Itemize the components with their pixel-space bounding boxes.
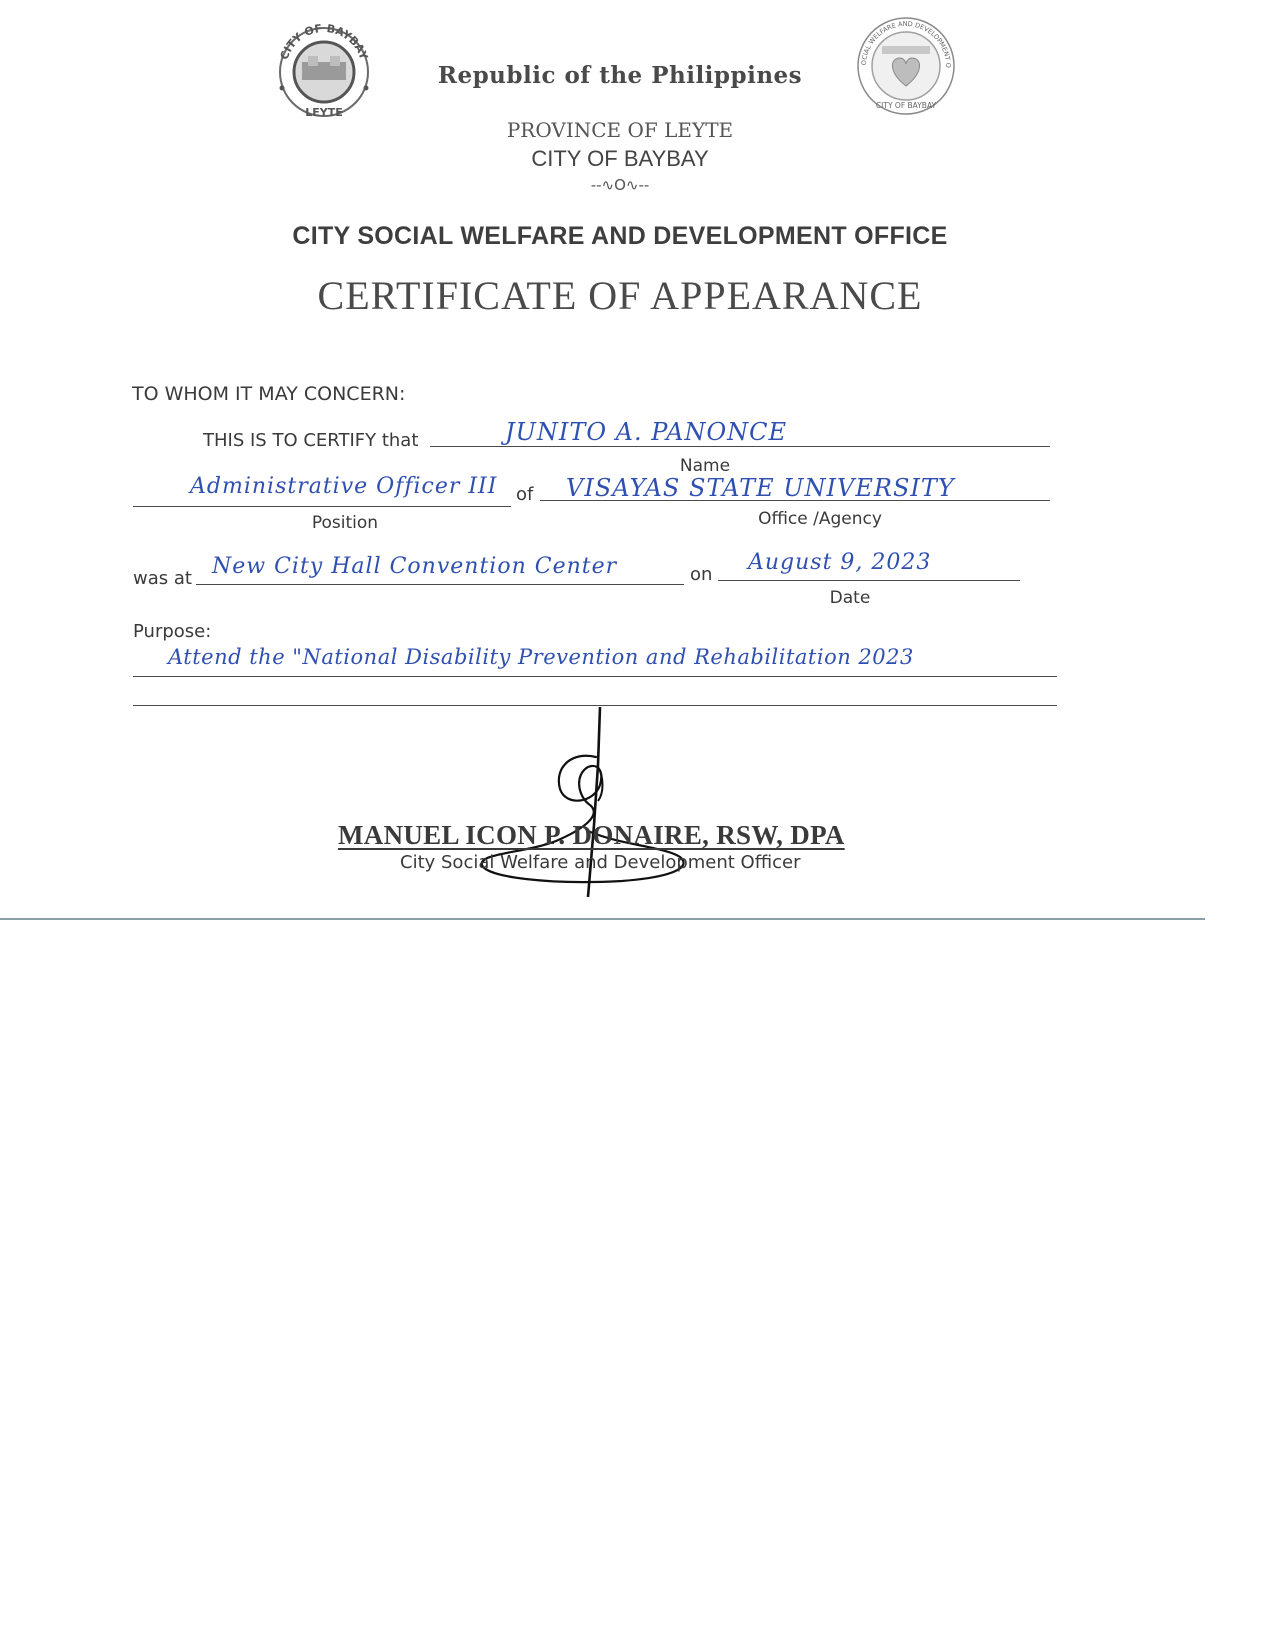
position-caption: Position: [311, 513, 379, 533]
salutation: TO WHOM IT MAY CONCERN:: [132, 383, 406, 405]
certify-label: THIS IS TO CERTIFY that: [203, 430, 419, 451]
svg-text:CITY OF BAYBAY: CITY OF BAYBAY: [277, 21, 371, 62]
date-caption: Date: [829, 588, 871, 608]
of-label: of: [516, 484, 534, 505]
paper-edge-line: [0, 918, 1205, 920]
date-value: August 9, 2023: [748, 550, 932, 575]
on-label: on: [690, 564, 713, 585]
province-heading: PROVINCE OF LEYTE: [506, 118, 734, 142]
name-caption: Name: [679, 456, 731, 476]
svg-text:LEYTE: LEYTE: [305, 106, 343, 119]
certificate-title: CERTIFICATE OF APPEARANCE: [317, 273, 923, 318]
position-value: Administrative Officer III: [190, 474, 498, 499]
city-heading: CITY OF BAYBAY: [531, 146, 709, 171]
venue-value: New City Hall Convention Center: [212, 554, 618, 579]
signatory-title: City Social Welfare and Development Officer: [400, 852, 801, 873]
was-at-label: was at: [133, 568, 192, 589]
republic-heading: Republic of the Philippines: [437, 62, 803, 89]
header-ornament: --∿O∿--: [590, 176, 650, 194]
svg-text:CITY OF BAYBAY: CITY OF BAYBAY: [875, 101, 937, 110]
office-heading: CITY SOCIAL WELFARE AND DEVELOPMENT OFFICE: [292, 222, 948, 250]
purpose-label: Purpose:: [133, 621, 212, 642]
signature: [470, 705, 710, 909]
venue-line: [196, 584, 684, 585]
position-line: [133, 506, 511, 507]
purpose-line-1: [133, 676, 1057, 677]
office-value: VISAYAS STATE UNIVERSITY: [566, 474, 955, 502]
name-value: JUNITO A. PANONCE: [505, 418, 788, 446]
signatory-name: MANUEL ICON P. DONAIRE, RSW, DPA: [338, 820, 845, 850]
name-line: [430, 446, 1050, 447]
purpose-value: Attend the "National Disability Prevention and Rehabilitation 2023: [168, 645, 914, 669]
svg-text:CITY SOCIAL WELFARE AND DEVELO: OCIAL WELFARE AND DEVELOPMENT O: [859, 19, 953, 68]
office-caption: Office /Agency: [758, 509, 882, 529]
date-line: [718, 580, 1020, 581]
